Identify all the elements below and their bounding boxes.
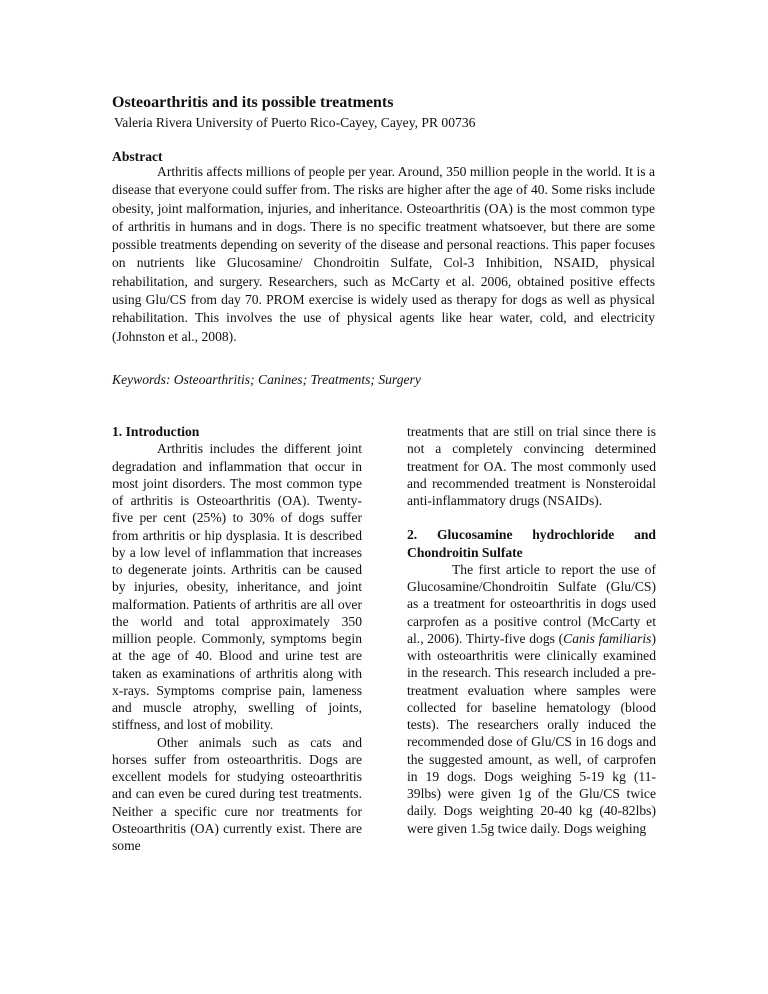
right-column — [407, 423, 656, 837]
intro-paragraph-2-continued: treatments that are still on trial since there is not a completely convincing determined treatment for OA. The most commonly used and recommended treatment is Nonsteroidal anti-inflammatory drugs (NSAIDs). — [407, 424, 656, 508]
left-column — [112, 423, 362, 854]
keywords: Keywords: Osteoarthritis; Canines; Treatments; Surgery — [112, 372, 421, 387]
abstract-heading: Abstract — [112, 149, 163, 164]
species-name: Canis familiaris — [563, 630, 652, 646]
section-spacer — [407, 509, 656, 526]
section2-text-part2: ) with osteoarthritis were clinically examined in the research. This research included a pre-treatment evaluation where samples were collected for baseline hematology (blood tests). The researchers orally induced the recommended dose of Glu/CS in 16 dogs and the suggested amount, as well, of carprofen in 19 dogs. Dogs weighing 5-19 kg (11-39lbs) were given 1g of the Glu/CS twice daily. Dogs weighting 20-40 kg (40-82lbs) were given 1.5g twice daily. Dogs weighing — [407, 630, 656, 836]
section2-text-part1: The first article to report the use of Glucosamine/Chondroitin Sulfate (Glu/CS) as a treatment for osteoarthritis in dogs used carprofen as a positive control (McCarty et al., 2006). Thirty-five dogs ( — [407, 561, 656, 646]
intro-paragraph-1: Arthritis includes the different joint degradation and inflammation that occur in most joint disorders. The most common type of arthritis is Osteoarthritis (OA). Twenty-five per cent (25%) to 30% of dogs suffer from arthritis or hip dysplasia. It is described by a low level of inflammation that increases to degenerate joints. Arthritis can be caused by injuries, obesity, inheritance, and joint malformation. Patients of arthritis are all over the world and total approximately 350 million people. Commonly, symptoms begin at the age of 40. Blood and urine test are taken as examinations of arthritis along with x-rays. Symptoms comprise pain, lameness and muscle atrophy, swelling of joints, stiffness, and lost of mobility. — [112, 441, 362, 733]
section-heading-introduction: 1. Introduction — [112, 424, 200, 439]
intro-paragraph-2: Other animals such as cats and horses suffer from osteoarthritis. Dogs are excellent models for studying osteoarthritis and can even be cured during test treatments. Neither a specific cure nor treatments for Osteoarthritis (OA) currently exist. There are some — [112, 734, 362, 853]
section2-paragraph — [407, 561, 656, 837]
abstract-text: Arthritis affects millions of people per year. Around, 350 million people in the world. It is a disease that everyone could suffer from. The risks are higher after the age of 40. Some risks include obesity, joint malformation, injuries, and inheritance. Osteoarthritis (OA) is the most common type of arthritis in humans and in dogs. There is no specific treatment whatsoever, but there are some possible treatments depending on severity of the disease and personal reactions. This paper focuses on nutrients like Glucosamine/ Chondroitin Sulfate, Col-3 Inhibition, NSAID, physical rehabilitation, and surgery. Researchers, such as McCarty et al. 2006, obtained positive effects using Glu/CS from day 70. PROM exercise is widely used as therapy for dogs as well as physical rehabilitation. This involves the use of physical agents like hear water, cold, and electricity (Johnston et al., 2008). — [112, 164, 655, 344]
section-heading-glucosamine: 2. Glucosamine hydrochloride and Chondroitin Sulfate — [407, 527, 656, 560]
paper-title: Osteoarthritis and its possible treatments — [112, 94, 394, 111]
author-affiliation: Valeria Rivera University of Puerto Rico-Cayey, Cayey, PR 00736 — [114, 115, 476, 130]
